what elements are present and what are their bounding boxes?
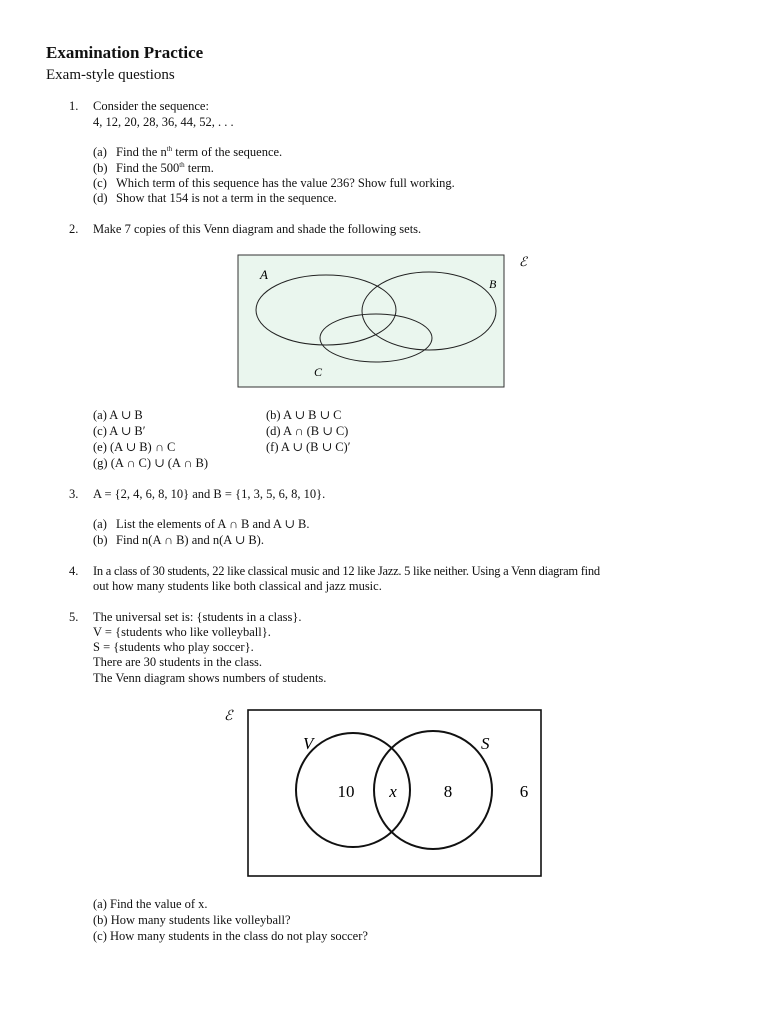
sequence-text: 4, 12, 20, 28, 36, 44, 52, . . .: [93, 115, 234, 129]
part-text: Find the $n^{th}$ term of the sequence.: [116, 145, 283, 159]
part-text: Show that 154 is not a term in the sequence.: [116, 191, 337, 205]
question-text: The universal set is: {students in a class}.: [93, 610, 302, 624]
question-text: The Venn diagram shows numbers of students.: [93, 671, 327, 685]
set-s-label: S: [481, 734, 490, 753]
superscript: th: [179, 161, 185, 169]
part-text: Which term of this sequence has the value 236? Show full working.: [116, 176, 455, 190]
part-text: (d) A ∩ (B ∪ C): [266, 424, 349, 438]
part-label: (a): [93, 517, 107, 531]
intersection-count: x: [389, 782, 397, 801]
page-subtitle: Exam-style questions: [46, 67, 175, 83]
part-text: (c) A ∪ B′: [93, 424, 146, 438]
question-text: In a class of 30 students, 22 like classical music and 12 like Jazz. 5 like neither. Using a Venn diagram find: [93, 564, 600, 578]
s-only-count: 8: [443, 782, 453, 801]
question-number: 3.: [69, 487, 79, 501]
venn-diagram-vs: [222, 704, 546, 880]
question-number: 2.: [69, 222, 79, 236]
set-v-label: V: [303, 734, 314, 753]
universal-set-rect: [238, 255, 504, 387]
part-text: (g) (A ∩ C) ∪ (A ∩ B): [93, 456, 208, 470]
part-text: (a) Find the value of x.: [93, 897, 208, 911]
part-text: Find n(A ∩ B) and n(A ∪ B).: [116, 533, 264, 547]
part-label: (c): [93, 176, 107, 190]
universal-set-symbol: ℰ: [519, 254, 527, 269]
set-c-label: C: [314, 365, 323, 379]
part-text: (e) (A ∪ B) ∩ C: [93, 440, 176, 454]
v-only-count: 10: [337, 782, 355, 801]
question-text: Consider the sequence:: [93, 99, 209, 113]
question-text: S = {students who play soccer}.: [93, 640, 254, 654]
question-text: V = {students who like volleyball}.: [93, 625, 271, 639]
part-label: (b): [93, 161, 108, 175]
question-text: A = {2, 4, 6, 8, 10} and B = {1, 3, 5, 6, 8, 10}.: [93, 487, 326, 501]
question-number: 1.: [69, 99, 79, 113]
superscript: th: [166, 145, 173, 153]
part-text: (a) A ∪ B: [93, 408, 143, 422]
part-text: List the elements of A ∩ B and A ∪ B.: [116, 517, 310, 531]
question-text: There are 30 students in the class.: [93, 655, 263, 669]
set-a-label: A: [260, 267, 268, 282]
set-b-label: B: [489, 277, 497, 291]
venn-diagram-abc: [236, 252, 536, 392]
neither-count: 6: [519, 782, 529, 801]
part-label: (d): [93, 191, 108, 205]
part-text: (b) How many students like volleyball?: [93, 913, 291, 927]
question-number: 4.: [69, 564, 79, 578]
page-title: Examination Practice: [46, 43, 204, 62]
part-label: (a): [93, 145, 107, 159]
part-text: Find the 500th term.: [116, 161, 214, 175]
universal-set-symbol: ℰ: [224, 709, 233, 724]
part-text: (c) How many students in the class do not play soccer?: [93, 929, 368, 943]
part-label: (b): [93, 533, 108, 547]
part-text: (f) A ∪ (B ∪ C)′: [266, 440, 351, 454]
question-text: Make 7 copies of this Venn diagram and shade the following sets.: [93, 222, 422, 236]
question-text: out how many students like both classical and jazz music.: [93, 579, 382, 593]
question-number: 5.: [69, 610, 79, 624]
part-text: (b) A ∪ B ∪ C: [266, 408, 342, 422]
